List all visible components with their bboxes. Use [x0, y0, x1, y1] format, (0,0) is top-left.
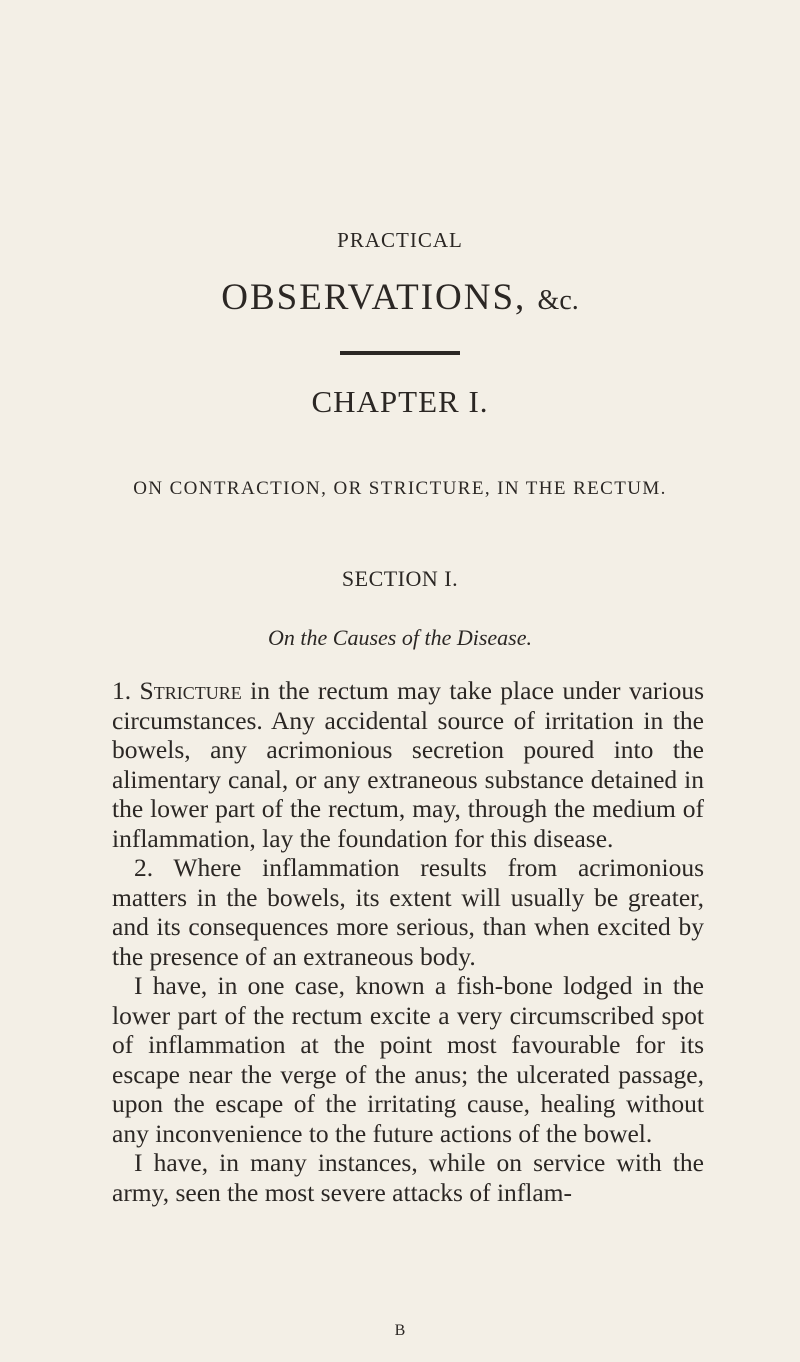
running-head: PRACTICAL: [337, 228, 463, 252]
chapter-subtitle: ON CONTRACTION, OR STRICTURE, IN THE RECTUM.: [133, 478, 667, 499]
paragraph-1: [112, 676, 704, 853]
chapter-heading: CHAPTER I.: [311, 384, 489, 419]
paragraph-number: 1.: [112, 676, 132, 705]
paragraph-4: I have, in many instances, while on service with the army, seen the most severe attacks of inflam-: [112, 1148, 704, 1207]
body-text: [112, 676, 704, 1207]
page-title: [0, 276, 800, 319]
section-subtitle: On the Causes of the Disease.: [268, 625, 532, 650]
title-etc: &c.: [537, 285, 579, 316]
paragraph-3: I have, in one case, known a fish-bone lodged in the lower part of the rectum excite a very circumscribed spot of inflammation at the point most favourable for its escape near the verge of the anus; the ulcerated passage, upon the escape of the irritating cause, healing without any inconvenience to the future actions of the bowel.: [112, 971, 704, 1148]
title-text: OBSERVATIONS,: [221, 277, 527, 318]
section-heading: SECTION I.: [341, 566, 459, 591]
signature-mark: B: [394, 1322, 406, 1339]
paragraph-2: 2. Where inflammation results from acrimonious matters in the bowels, its extent will usually be greater, and its consequences more serious, than when excited by the presence of an extraneous body.: [112, 853, 704, 971]
paragraph-text: in the rectum may take place under various circumstances. Any accidental source of irritation in the bowels, any acrimonious secretion poured into the alimentary canal, or any extraneous substance detained in the lower part of the rectum, may, through the medium of inflammation, lay the foundation for this disease.: [112, 676, 705, 853]
title-rule: [340, 351, 460, 355]
paragraph-lead-word: Stricture: [139, 676, 242, 705]
